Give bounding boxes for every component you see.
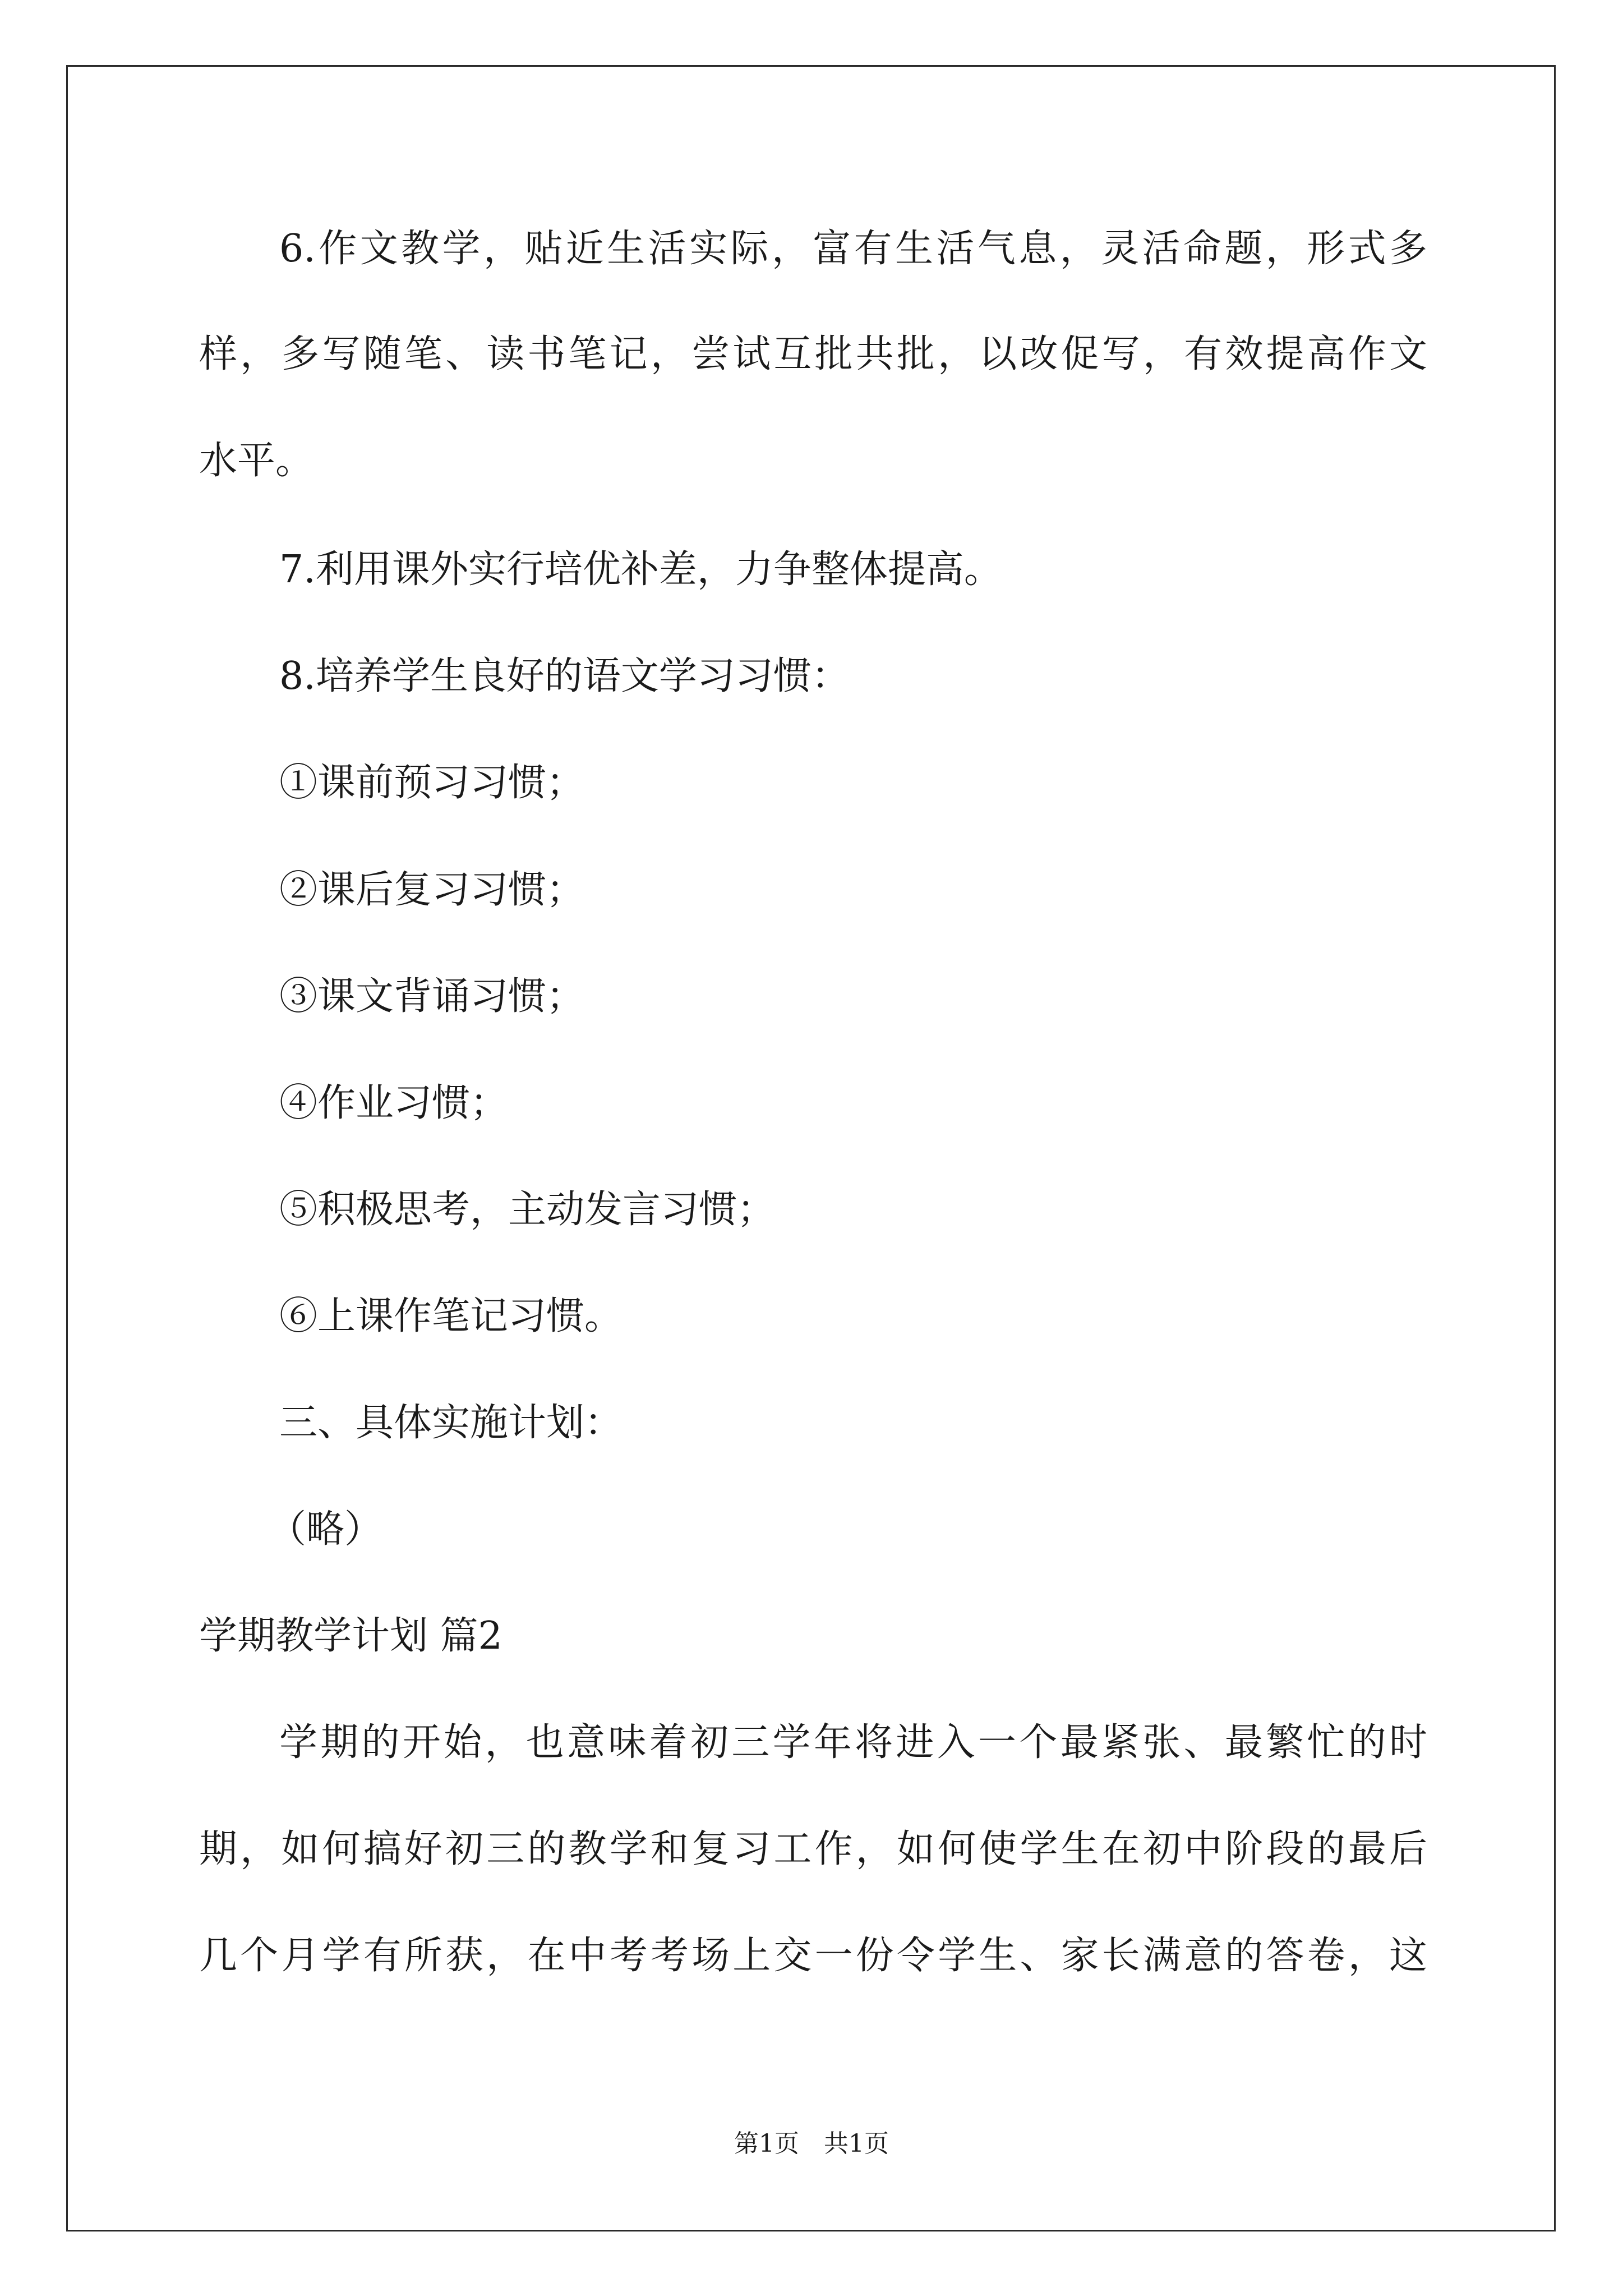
article-title: 学期教学计划 篇2 xyxy=(199,1614,502,1658)
paragraph-line: 几个月学有所获，在中考考场上交一份令学生、家长满意的答卷，这 xyxy=(199,1934,1427,1978)
paragraph-line: （略） xyxy=(268,1507,383,1552)
paragraph-line: 6.作文教学，贴近生活实际，富有生活气息，灵活命题，形式多 xyxy=(279,227,1427,271)
paragraph-line: 样，多写随笔、读书笔记，尝试互批共批，以改促写，有效提高作文 xyxy=(199,332,1427,376)
page-border xyxy=(66,65,1556,2231)
list-item: ⑥上课作笔记习惯。 xyxy=(279,1294,623,1338)
list-item: ②课后复习习惯； xyxy=(279,868,585,912)
list-item: ③课文背诵习惯； xyxy=(279,974,585,1019)
list-item: ①课前预习习惯； xyxy=(279,761,585,805)
list-item: ⑤积极思考，主动发言习惯； xyxy=(279,1188,776,1232)
page-footer: 第1页 共1页 xyxy=(734,2129,889,2158)
paragraph-line: 7.利用课外实行培优补差，力争整体提高。 xyxy=(279,547,1002,592)
paragraph-line: 期，如何搞好初三的教学和复习工作，如何使学生在初中阶段的最后 xyxy=(199,1827,1427,1871)
list-item: ④作业习惯； xyxy=(279,1081,509,1125)
paragraph-line: 学期的开始，也意味着初三学年将进入一个最紧张、最繁忙的时 xyxy=(279,1720,1427,1765)
section-heading: 三、具体实施计划： xyxy=(279,1401,623,1445)
paragraph-line: 水平。 xyxy=(199,439,314,483)
paragraph-line: 8.培养学生良好的语文学习习惯： xyxy=(279,654,850,698)
